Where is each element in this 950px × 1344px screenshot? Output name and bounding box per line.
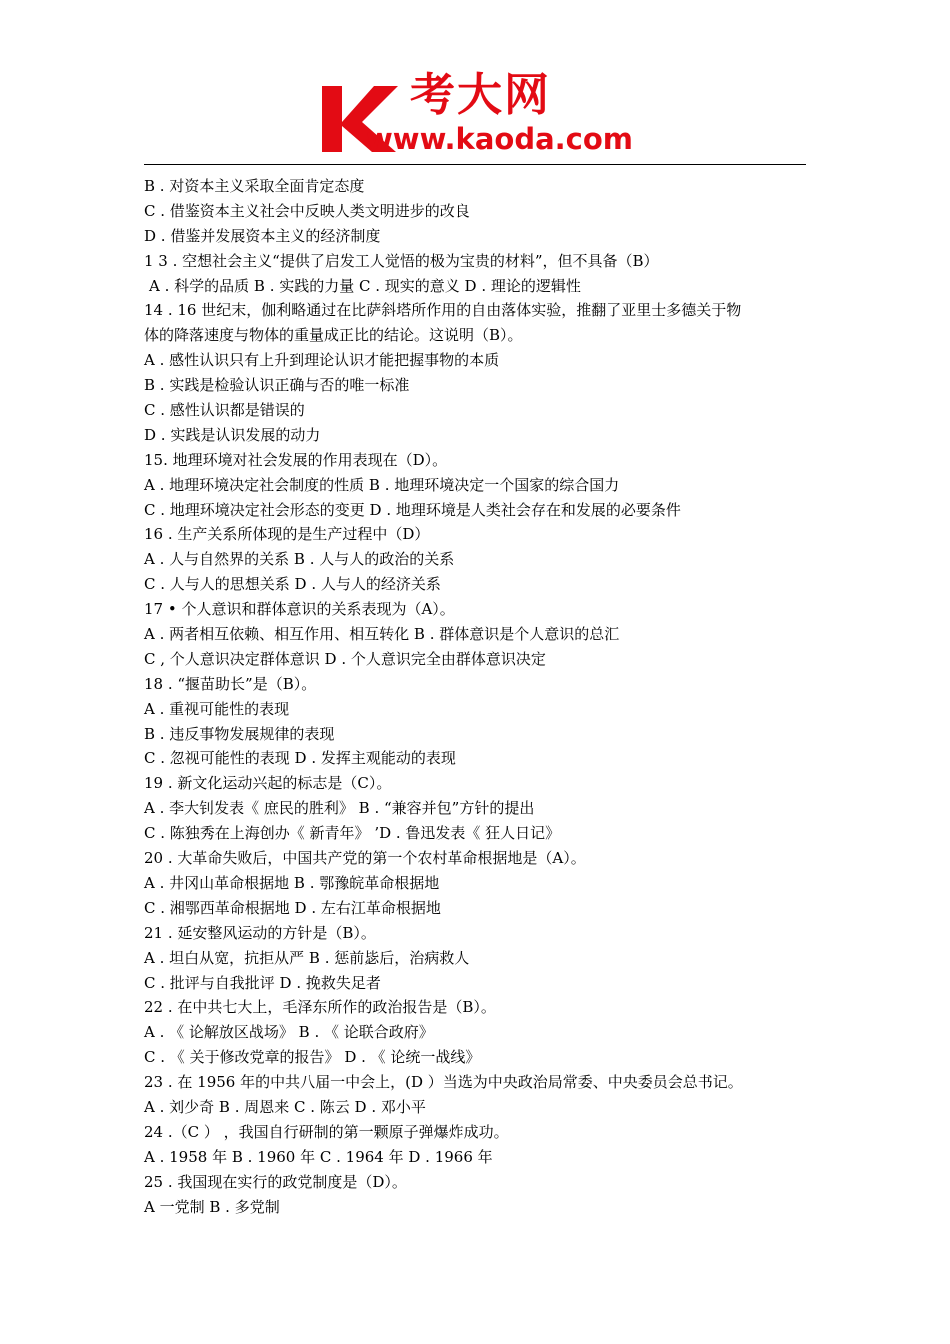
text-line: 15. 地理环境对社会发展的作用表现在（D）。	[144, 450, 448, 469]
text-line: B . 实践是检验认识正确与否的唯一标准	[144, 376, 410, 395]
text-line: C . 感性认识都是错误的	[144, 401, 305, 420]
text-line: 23 . 在 1956 年的中共八届一中会上，(D ）当选为中央政治局常委、中央委员会总书记。	[144, 1073, 743, 1092]
text-line: A . 人与自然界的关系 B . 人与人的政治的关系	[144, 550, 455, 569]
text-line: A . 坦白从宽，抗拒从严 B . 惩前毖后，治病救人	[144, 948, 470, 967]
text-line: A . 地理环境决定社会制度的性质 B . 地理环境决定一个国家的综合国力	[144, 475, 620, 494]
logo-text-cn: 考大网	[410, 68, 552, 121]
text-line: 20 . 大革命失败后，中国共产党的第一个农村革命根据地是（A）。	[144, 849, 586, 868]
text-line: A . 井冈山革命根据地 B . 鄂豫皖革命根据地	[144, 873, 440, 892]
text-line: A . 李大钊发表《 庶民的胜利》 B . “兼容并包”方针的提出	[144, 799, 535, 818]
text-line: C . 忽视可能性的表现 D . 发挥主观能动的表现	[144, 749, 456, 768]
text-line: 18 . “揠苗助长”是（B）。	[144, 674, 317, 693]
text-line: C , 个人意识决定群体意识 D . 个人意识完全由群体意识决定	[144, 649, 546, 668]
text-line: C . 《 关于修改党章的报告》 D . 《 论统一战线》	[144, 1048, 481, 1067]
text-line: D . 实践是认识发展的动力	[144, 425, 321, 444]
logo-url-text: www.kaoda.com	[366, 122, 633, 156]
text-line: 22 . 在中共七大上，毛泽东所作的政治报告是（B）。	[144, 998, 496, 1017]
question-list	[144, 174, 810, 1219]
kaoda-logo	[318, 68, 648, 160]
text-line: A . 科学的品质 B . 实践的力量 C . 现实的意义 D . 理论的逻辑性	[149, 276, 581, 295]
header-divider	[144, 164, 806, 165]
text-line: 1 3 . 空想社会主义“提供了启发工人觉悟的极为宝贵的材料”，但不具备（B）	[144, 251, 659, 270]
text-line: B . 违反事物发展规律的表现	[144, 724, 335, 743]
text-line: 21 . 延安整风运动的方针是（B）。	[144, 923, 376, 942]
text-line: C . 批评与自我批评 D . 挽救失足者	[144, 973, 381, 992]
text-line: B . 对资本主义采取全面肯定态度	[144, 177, 365, 195]
text-line: A . 刘少奇 B . 周恩来 C . 陈云 D . 邓小平	[144, 1097, 426, 1116]
text-line: A . 《 论解放区战场》 B . 《 论联合政府》	[144, 1023, 434, 1042]
text-line: 体的降落速度与物体的重量成正比的结论。这说明（B）。	[144, 326, 523, 345]
text-line: 19 . 新文化运动兴起的标志是（C）。	[144, 774, 392, 793]
text-line: A . 感性认识只有上升到理论认识才能把握事物的本质	[144, 351, 500, 370]
text-line: A . 重视可能性的表现	[144, 699, 290, 718]
text-line: 17 • 个人意识和群体意识的关系表现为（A）。	[144, 600, 455, 619]
text-line: 25 . 我国现在实行的政党制度是（D）。	[144, 1172, 407, 1191]
text-line: C . 人与人的思想关系 D . 人与人的经济关系	[144, 575, 441, 594]
text-line: C . 地理环境决定社会形态的变更 D . 地理环境是人类社会存在和发展的必要条件	[144, 500, 681, 519]
text-line: D . 借鉴并发展资本主义的经济制度	[144, 226, 381, 245]
text-line: A 一党制 B . 多党制	[144, 1197, 280, 1216]
text-line: C . 湘鄂西革命根据地 D . 左右江革命根据地	[144, 898, 441, 917]
text-line: C . 借鉴资本主义社会中反映人类文明进步的改良	[144, 201, 470, 220]
text-line: 14 . 16 世纪末，伽利略通过在比萨斜塔所作用的自由落体实验，推翻了亚里士多德关于物	[144, 301, 742, 320]
text-line: A . 1958 年 B . 1960 年 C . 1964 年 D . 1966 年	[144, 1147, 493, 1166]
text-line: C . 陈独秀在上海创办《 新青年》 ’D . 鲁迅发表《 狂人日记》	[144, 824, 561, 843]
text-line: 16 . 生产关系所体现的是生产过程中（D）	[144, 525, 430, 544]
text-line: 24 .（C ） ，我国自行研制的第一颗原子弹爆炸成功。	[144, 1122, 509, 1141]
text-line: A . 两者相互依赖、相互作用、相互转化 B . 群体意识是个人意识的总汇	[144, 625, 620, 644]
